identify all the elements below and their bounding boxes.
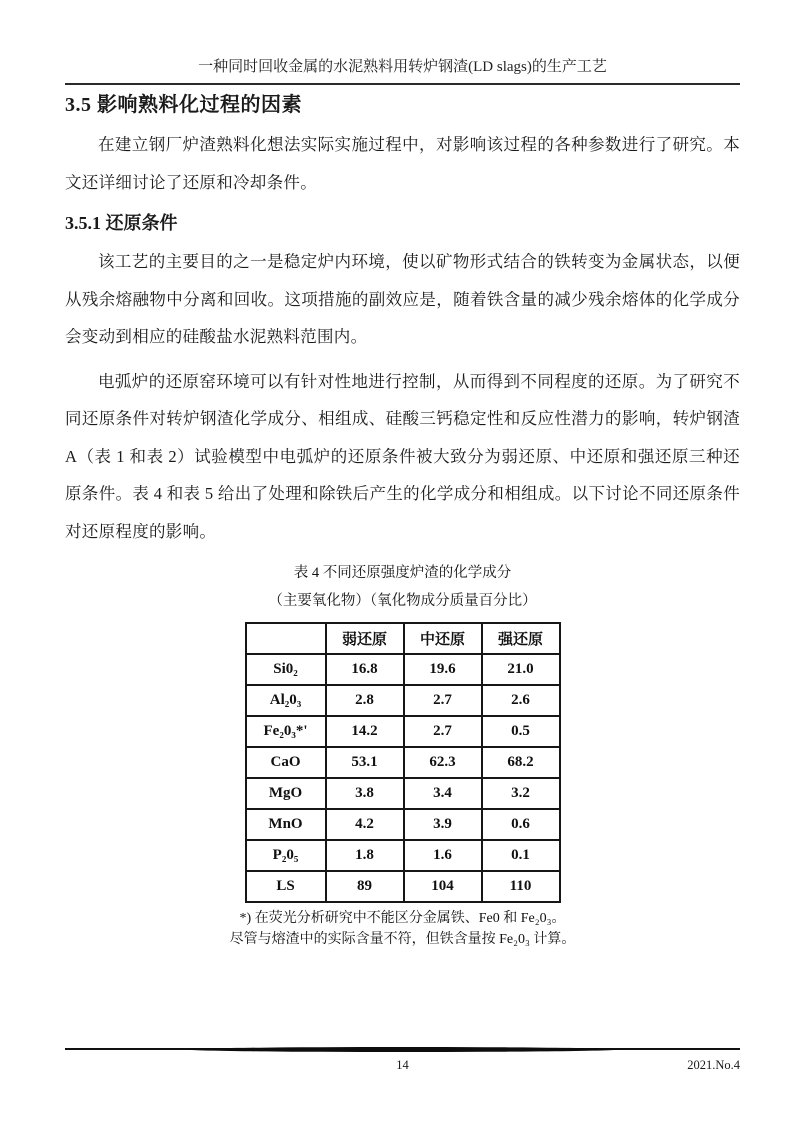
value-cell: 2.6 [482, 685, 560, 716]
oxide-label-cell: LS [246, 871, 326, 902]
oxide-label-cell: Al₂0₃ [246, 685, 326, 716]
header-cell-strong: 强还原 [482, 623, 560, 654]
value-cell: 14.2 [326, 716, 404, 747]
table-row [246, 716, 560, 747]
value-cell: 62.3 [404, 747, 482, 778]
table-caption-line1: 表 4 不同还原强度炉渣的化学成分 [293, 565, 512, 581]
journal-issue: 2021.No.4 [687, 1058, 740, 1072]
page-footer [65, 1048, 740, 1073]
oxide-label-cell: P₂0₅ [246, 840, 326, 871]
table-caption-line2: （主要氧化物）（氧化物成分质量百分比） [268, 593, 537, 609]
oxide-label-cell: Fe₂0₃*' [246, 716, 326, 747]
header-cell-empty [246, 623, 326, 654]
subsection-heading-3-5-1: 3.5.1 还原条件 [65, 213, 178, 233]
value-cell: 3.4 [404, 778, 482, 809]
table-row [246, 840, 560, 871]
value-cell: 110 [482, 871, 560, 902]
running-title: 一种同时回收金属的水泥熟料用转炉钢渣(LD slags)的生产工艺 [198, 59, 607, 75]
value-cell: 0.6 [482, 809, 560, 840]
value-cell: 4.2 [326, 809, 404, 840]
footnote-line2: 尽管与熔渣中的实际含量不符，但铁含量按 Fe₂0₃ 计算。 [229, 932, 576, 947]
table-row [246, 871, 560, 902]
value-cell: 1.6 [404, 840, 482, 871]
table-caption [65, 559, 740, 615]
value-cell: 53.1 [326, 747, 404, 778]
table-4-chemical-composition [245, 622, 561, 903]
footer-rule [65, 1048, 740, 1054]
header-cell-weak: 弱还原 [326, 623, 404, 654]
value-cell: 16.8 [326, 654, 404, 685]
value-cell: 3.9 [404, 809, 482, 840]
header-cell-medium: 中还原 [404, 623, 482, 654]
table-footnote [65, 908, 740, 950]
value-cell: 3.8 [326, 778, 404, 809]
value-cell: 2.7 [404, 716, 482, 747]
value-cell: 3.2 [482, 778, 560, 809]
value-cell: 0.5 [482, 716, 560, 747]
value-cell: 21.0 [482, 654, 560, 685]
value-cell: 89 [326, 871, 404, 902]
oxide-label-cell: MgO [246, 778, 326, 809]
table-header-row [246, 623, 560, 654]
oxide-label-cell: CaO [246, 747, 326, 778]
table-row [246, 685, 560, 716]
value-cell: 19.6 [404, 654, 482, 685]
value-cell: 68.2 [482, 747, 560, 778]
value-cell: 2.8 [326, 685, 404, 716]
footnote-line1: *) 在荧光分析研究中不能区分金属铁、Fe0 和 Fe₂0₃。 [239, 911, 566, 926]
table-row [246, 654, 560, 685]
oxide-label-cell: Si0₂ [246, 654, 326, 685]
table-row [246, 778, 560, 809]
header-rule [65, 83, 740, 85]
paragraph-intro: 在建立钢厂炉渣熟料化想法实际实施过程中，对影响该过程的各种参数进行了研究。本文还详细讨论了还原和冷却条件。 [65, 135, 740, 192]
table-row [246, 809, 560, 840]
page-number: 14 [396, 1058, 409, 1072]
table-body [246, 654, 560, 902]
section-heading-3-5: 3.5 影响熟料化过程的因素 [65, 94, 302, 116]
oxide-label-cell: MnO [246, 809, 326, 840]
paragraph-purpose: 该工艺的主要目的之一是稳定炉内环境，使以矿物形式结合的铁转变为金属状态，以便从残余熔融物中分离和回收。这项措施的副效应是，随着铁含量的减少残余熔体的化学成分会变动到相应的硅酸盐水泥熟料范围内。 [65, 252, 740, 346]
value-cell: 1.8 [326, 840, 404, 871]
value-cell: 104 [404, 871, 482, 902]
value-cell: 0.1 [482, 840, 560, 871]
footer-rule-bulge [188, 1047, 618, 1052]
paragraph-reduction-conditions: 电弧炉的还原窑环境可以有针对性地进行控制，从而得到不同程度的还原。为了研究不同还原条件对转炉钢渣化学成分、相组成、硅酸三钙稳定性和反应性潜力的影响，转炉钢渣 A（表 1 和表 2）试验模型中电弧炉的还原条件被大致分为弱还原、中还原和强还原三种还原条件。表 4 和表 5 给出了处理和除铁后产生的化学成分和相组成。以下讨论不同还原条件对还原程度的影响。 [65, 371, 740, 541]
table-row [246, 747, 560, 778]
value-cell: 2.7 [404, 685, 482, 716]
